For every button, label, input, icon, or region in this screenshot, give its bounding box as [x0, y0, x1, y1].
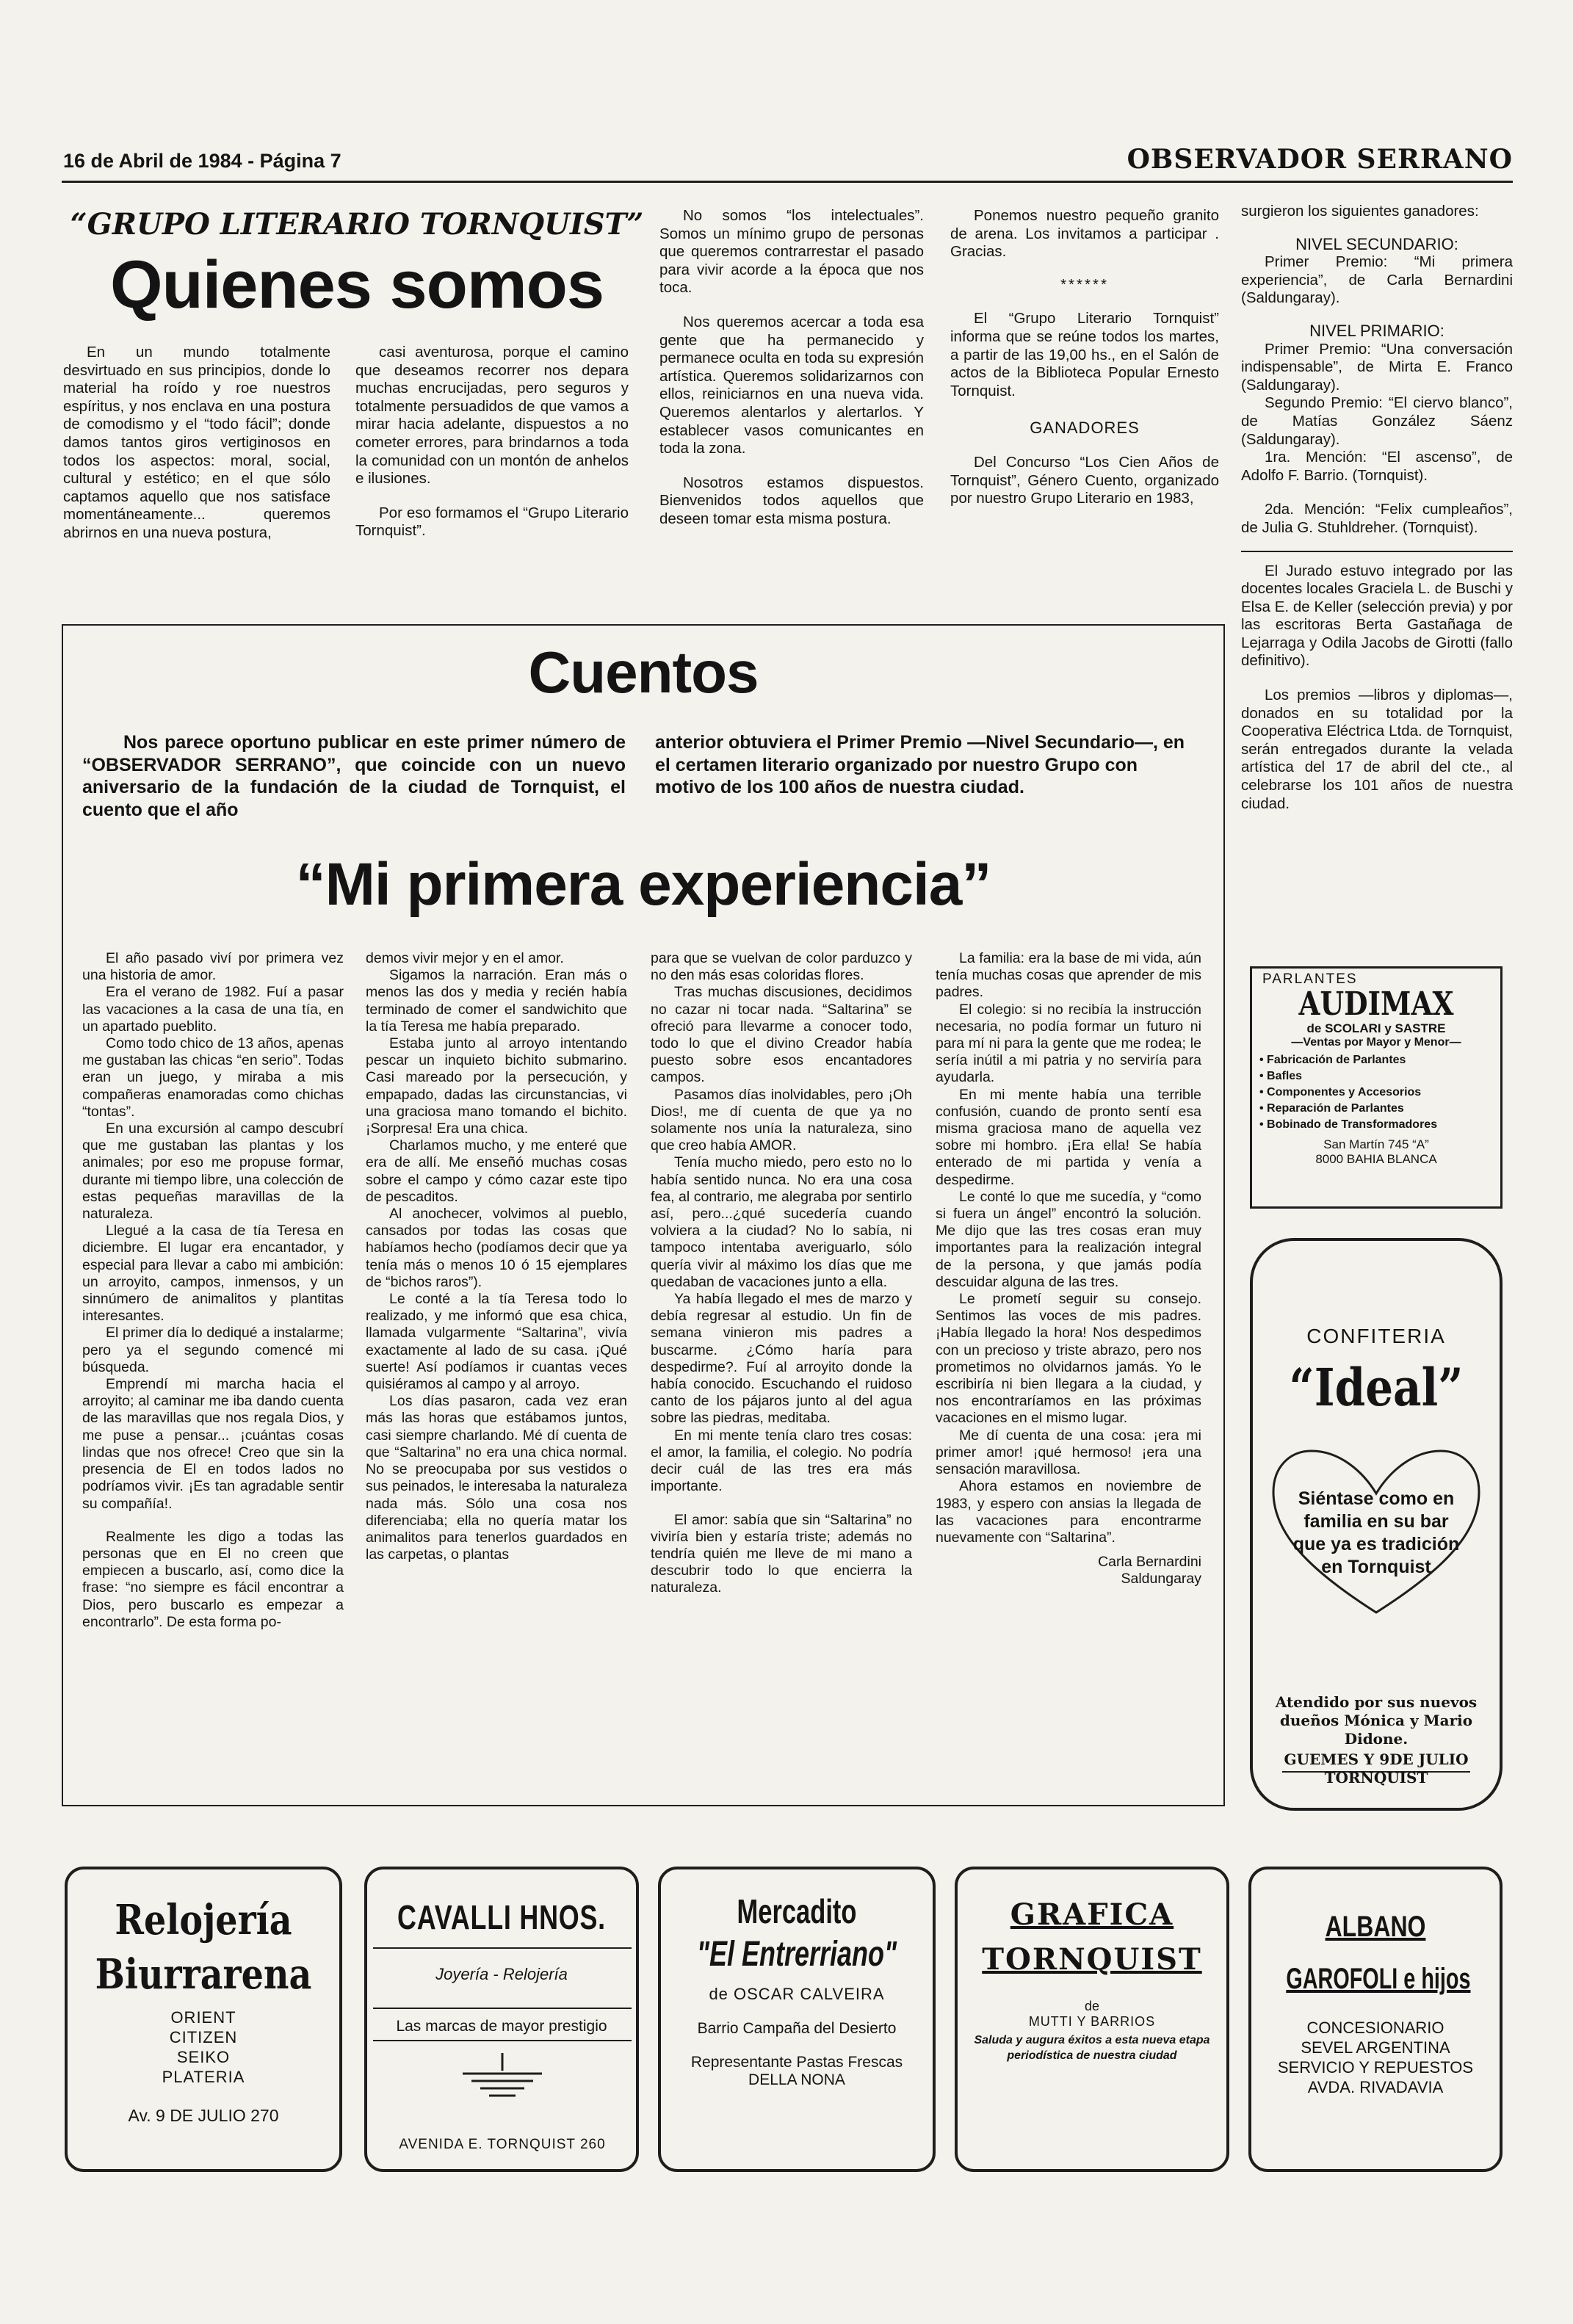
mercadito-rep: Representante Pastas Frescas [690, 2054, 903, 2071]
audimax-list [1252, 1049, 1500, 1133]
story-author-place: Saldungaray [1121, 1571, 1201, 1588]
winners-sidebar: surgieron los siguientes ganadores: NIVEL SECUNDARIO: Primer Premio: “Mi primera experiencia”, de Carla Bernardini (Saldungaray). NIVEL PRIMARIO: Primer Premio: “Una conversación indispensable”, de Mirta E. Franco (Saldungaray). Segundo Premio: “El ciervo blanco”, de Matías González Sáenz (Saldungaray). 1ra. Mención: “El ascenso”, de Adolfo F. Barrio. (Tornquist). 2da. Mención: “Felix cumpleaños”, de Julia G. Stuhldreher. (Tornquist). El Jurado estuvo integrado por las docentes locales Graciela L. de Buschi y Elsa E. de Keller (selección previa) y por las escritoras Berta Gastañaga de Lejarraga y Odila Jacobs de Girotti (fallo definitivo). Los premios —libros y diplomas—, donados en su totalidad por la Cooperativa Eléctrica Ltda. de Tornquist, serán entregados durante la velada artística del 17 de abril del cte., al celebrarse los 101 años de nuestra ciudad. [1241, 203, 1513, 812]
audimax-item: • Reparación de Parlantes [1259, 1102, 1404, 1115]
mercadito-l2: "El Entrerriano" [696, 1935, 897, 1974]
cavalli-rule-2 [373, 2008, 632, 2009]
grafica-ad [955, 1867, 1229, 2172]
cuentos-title: Cuentos [528, 640, 759, 705]
mercadito-ad [658, 1867, 936, 2172]
grafica-owners: MUTTI Y BARRIOS [1028, 2014, 1156, 2029]
cavalli-ad [364, 1867, 639, 2172]
cavalli-ornament-icon [455, 2053, 549, 2104]
ideal-ad [1250, 1238, 1503, 1811]
ideal-kind: CONFITERIA [1306, 1325, 1446, 1347]
ideal-brand: “Ideal” [1289, 1357, 1464, 1418]
relojeria-l2: Biurrarena [95, 1950, 312, 1999]
story-col-3: para que se vuelvan de color parduzco y no den más esas coloridas flores. Tras muchas discusiones, decidimos no cazar ni tocar nada. “Saltarina” se ofreció para llevarme a conocer todo, todo lo que el divino Creador había puesto sobre esos encantadores campos. Pasamos días inolvidables, pero ¡Oh Dios!, me dí cuenta de que ya no solamente nos unía la naturaleza, sino que creo había AMOR. Tenía mucho miedo, pero esto no lo había sentido nunca. No era una cosa fea, al contrario, me alegraba por sentirlo así, pero...¿qué sucedería cuando volviera a la ciudad? No lo sabía, ni tampoco intentaba averiguarlo, sólo quería vivir al máximo los días que me quedaban de vacaciones junto a ella. Ya había llegado el mes de marzo y debía regresar al estudio. Un fin de semana vinieron mis padres a buscarme. ¿Cómo haría para despedirme?. Fuí al arroyito donde la había conocido. Escuchando el ruidoso canto de los pájaros junto al del agua sobre las piedras, meditaba. En mi mente tenía claro tres cosas: el amor, la familia, el colegio. No podría decir cuál de las tres era más importante. El amor: sabía que sin “Saltarina” no viviría bien y estaría triste; además no tendría quién me lleve de mi mano a descubrir todo lo que encierra la naturaleza. [651, 950, 912, 1596]
cuentos-intro-right: anterior obtuviera el Primer Premio —Nivel Secundario—, en el certamen literario organizado por nuestro Grupo con motivo de los 100 años de nuestra ciudad. [655, 732, 1185, 797]
ideal-address: GUEMES Y 9DE JULIO TORNQUIST [1284, 1751, 1469, 1787]
ganadores-heading: GANADORES [1030, 419, 1140, 438]
relojeria-brands [68, 2008, 339, 2087]
albano-line: AVDA. RIVADAVIA [1307, 2078, 1444, 2096]
page-date: 16 de Abril de 1984 - Página 7 [63, 150, 341, 172]
albano-lines [1251, 2018, 1500, 2097]
story-title: “Mi primera experiencia” [295, 851, 991, 918]
ideal-slogan: Siéntase como en familia en su bar que ya es tradición en Tornquist [1292, 1488, 1460, 1577]
quienes-col-4: Ponemos nuestro pequeño granito de arena. Los invitamos a participar . Gracias. ****** El “Grupo Literario Tornquist” informa que se reúne todos los martes, a partir de las 19,00 hs., en el Salón de actos de la Biblioteca Popular Ernesto Tornquist. GANADORES Del Concurso “Los Cien Años de Tornquist”, Género Cuento, organizado por nuestro Grupo Literario en 1983, [950, 207, 1219, 507]
story-col-4: La familia: era la base de mi vida, aún tenía muchas cosas que aprender de mis padres. El colegio: si no recibía la instrucción necesaria, no podía formar un futuro ni para mí ni para la gente que me rodea; le sería inútil a mi patria y no serviría para ayudarla. En mi mente había una terrible confusión, cuando de pronto sentí esa misma graciosa mano de aquella vez sobre mi hombro. ¡Era ella! Se había enterado de mi partida y venía a despedirme. Le conté lo que me sucedía, y “como si fuera un ángel” encontró la solución. Me dijo que las tres cosas eran muy importantes para la realización integral de la persona, y que jamás podía descuidar alguna de las tres. Le prometí seguir su consejo. Sentimos las voces de mis padres. ¡Había llegado la hora! Nos despedimos con un precioso y triste abrazo, pero nos prometimos no olvidarnos jamás. Yo le escribiría ni bien llegara a la ciudad, y nos encontraríamos en las próximas vacaciones en el mismo lugar. Me dí cuenta de una cosa: ¡era mi primer amor! ¡qué hermoso! ¡era una sensación maravillosa. Ahora estamos en noviembre de 1983, y espero con ansias la llegada de las vacaciones para encontrarme nuevamente con “Saltarina”. Carla Bernardini Saldungaray [936, 950, 1201, 1588]
albano-line: SERVICIO Y REPUESTOS [1277, 2058, 1474, 2077]
mercadito-place: Barrio Campaña del Desierto [697, 2020, 897, 2037]
audimax-ad [1250, 966, 1503, 1209]
grafica-l1: GRAFICA [1010, 1897, 1174, 1932]
masthead: OBSERVADOR SERRANO [1127, 144, 1513, 175]
brand-item: CITIZEN [169, 2028, 238, 2046]
audimax-sales: —Ventas por Mayor y Menor— [1291, 1036, 1461, 1049]
separator-stars: ****** [1060, 275, 1109, 293]
relojeria-l1: Relojería [115, 1896, 292, 1944]
audimax-item: • Bobinado de Transformadores [1259, 1118, 1438, 1131]
audimax-top: PARLANTES [1262, 971, 1358, 987]
albano-l1: ALBANO [1325, 1911, 1426, 1943]
brand-item: SEIKO [176, 2048, 231, 2066]
cavalli-brand: CAVALLI HNOS. [397, 1898, 606, 1936]
albano-line: CONCESIONARIO [1306, 2019, 1444, 2037]
nivel-secundario-heading: NIVEL SECUNDARIO: [1295, 234, 1458, 253]
story-col-2: demos vivir mejor y en el amor. Sigamos la narración. Eran más o menos las dos y media y recién había terminado de comer el sandwichito que la tía Teresa me había preparado. Estaba junto al arroyo intentando pescar un inquieto bichito submarino. Casi mareado por la persecución, y empapado, dadas las circunstancias, vi una graciosa mano tomando el bichito. ¡Sorpresa! Era una chica. Charlamos mucho, y me enteré que era de allí. Me enseñó muchas cosas sobre el campo y cómo cazar este tipo de pescaditos. Al anochecer, volvimos al pueblo, cansados por todas las cosas que habíamos hecho (podíamos decir que ya tenía más o menos 10 ó 15 ejemplares de “bichos raros”). Le conté a la tía Teresa todo lo realizado, y me informó que esa chica, llamada vulgarmente “Saltarina”, vivía exactamente al lado de su casa. ¡Qué suerte! Así podíamos ir cuantas veces quisiéramos al campo y al arroyo. Los días pasaron, cada vez eran más las horas que estábamos juntos, casi siempre charlando. Mé dí cuenta de que “Saltarina” no era una chica normal. No se preocupaba por sus vestidos o sus peinados, le interesaba la naturaleza nada más. Sólo una cosa nos diferenciaba; ella no quería matar los animalitos para tenerlos guardados en las carpetas, o plantas [366, 950, 627, 1563]
audimax-address: San Martín 745 “A” [1323, 1137, 1429, 1151]
audimax-owner: de SCOLARI y SASTRE [1306, 1021, 1446, 1035]
relojeria-ad [65, 1867, 342, 2172]
cuentos-intro-left: Nos parece oportuno publicar en este primer número de “OBSERVADOR SERRANO”, que coincide con un nuevo aniversario de la fundación de la ciudad de Tornquist, el cuento que el año [82, 732, 626, 820]
grafica-l2: TORNQUIST [982, 1942, 1202, 1977]
quienes-col-2: casi aventurosa, porque el camino que deseamos recorrer nos depara muchas encrucijadas, pero seguros y totalmente persuadidos de que vamos a mirar hacia adelante, dispuestos a no cometer errores, para brindarnos a toda la comunidad con un montón de anhelos e ilusiones. Por eso formamos el “Grupo Literario Tornquist”. [355, 344, 629, 540]
quienes-kicker: “GRUPO LITERARIO TORNQUIST” [70, 207, 644, 242]
albano-ad [1248, 1867, 1503, 2172]
albano-l2: GAROFOLI e hijos [1286, 1963, 1471, 1995]
audimax-item: • Bafles [1259, 1070, 1303, 1082]
header-rule [62, 181, 1513, 183]
albano-line: SEVEL ARGENTINA [1301, 2038, 1450, 2057]
cavalli-rule-3 [373, 2040, 632, 2041]
relojeria-address: Av. 9 DE JULIO 270 [128, 2106, 279, 2125]
quienes-title: Quienes somos [109, 247, 604, 322]
mercadito-owner: de OSCAR CALVEIRA [709, 1985, 885, 2003]
mercadito-l1: Mercadito [737, 1892, 857, 1930]
mercadito-rep2: DELLA NONA [748, 2071, 845, 2088]
brand-item: ORIENT [170, 2008, 236, 2027]
audimax-brand: AUDIMAX [1298, 985, 1454, 1023]
ideal-attended: Atendido por sus nuevos dueños Mónica y Mario Didone. [1275, 1693, 1478, 1748]
quienes-col-1: En un mundo totalmente desvirtuado en sus principios, donde lo material ha roído y roe nuestros espíritus, y nos enclava en una postura de comodismo y el “todo fácil”; donde damos tantos giros vertiginosos en todos los aspectos: moral, social, cultural y estético; en el que sólo captamos aquello que nos satisface momentáneamente... queremos abrirnos en una nueva postura, [63, 344, 330, 541]
cavalli-tag: Las marcas de mayor prestigio [396, 2018, 607, 2035]
grafica-de: de [1084, 1999, 1100, 2013]
audimax-city: 8000 BAHIA BLANCA [1315, 1152, 1437, 1166]
quienes-col-3: No somos “los intelectuales”. Somos un mínimo grupo de personas que queremos contrarrestar el pasado para vivir acorde a la época que nos toca. Nos queremos acercar a toda esa gente que ha permanecido y permanece oculta en toda su expresión artística. Queremos solidarizarnos con ellos, reiniciarnos en una nueva vida. Queremos alentarlos y alertarlos. Y establecer vasos comunicantes en toda la zona. Nosotros estamos dispuestos. Bienvenidos todos aquellos que deseen tomar esta misma postura. [659, 207, 924, 527]
cavalli-rule-1 [373, 1947, 632, 1949]
cavalli-kind: Joyería - Relojería [435, 1965, 568, 1983]
story-col-1: El año pasado viví por primera vez una historia de amor. Era el verano de 1982. Fuí a pasar las vacaciones a la casa de una tía, en un apartado pueblito. Como todo chico de 13 años, apenas me gustaban las chicas “en serio”. Todas eran un juego, y miraba a mis compañeras enamoradas como chichas “tontas”. En una excursión al campo descubrí que me gustaban las plantas y los animales; por eso me propuse formar, durante mi tiempo libre, una colección de estas pequeñas maravillas de la naturaleza. Llegué a la casa de tía Teresa en diciembre. El lugar era encantador, y especial para llevar a cabo mi ambición: un arroyito, campos, inmensos, y un sinnúmero de animalitos y plantitas interesantes. El primer día lo dediqué a instalarme; pero ya el segundo comencé mi búsqueda. Emprendí mi marcha hacia el arroyito; al caminar me iba dando cuenta de las maravillas que nos regala Dios, y me puse a pensar... ¡cuántas cosas lindas que nos ofrece! Creo que sin la presencia de El en todos lados no podríamos vivir. ¡Es tan agradable sentir su compañía!. Realmente les digo a todas las personas que en El no creen que empiecen a buscarlo, así, como dice la frase: “no siempre es fácil encontrar a Dios, pero buscarlo es empezar a encontrarlo”. De esta forma po- [82, 950, 344, 1630]
sidebar-rule [1241, 551, 1513, 552]
nivel-primario-heading: NIVEL PRIMARIO: [1309, 321, 1444, 340]
audimax-item: • Fabricación de Parlantes [1259, 1054, 1406, 1066]
cavalli-address: AVENIDA E. TORNQUIST 260 [399, 2137, 606, 2152]
audimax-item: • Componentes y Accesorios [1259, 1086, 1422, 1098]
brand-item: PLATERIA [162, 2068, 245, 2086]
story-author: Carla Bernardini [1098, 1554, 1201, 1571]
grafica-msg: Saluda y augura éxitos a esta nueva etapa periodística de nuestra ciudad [974, 2034, 1210, 2062]
